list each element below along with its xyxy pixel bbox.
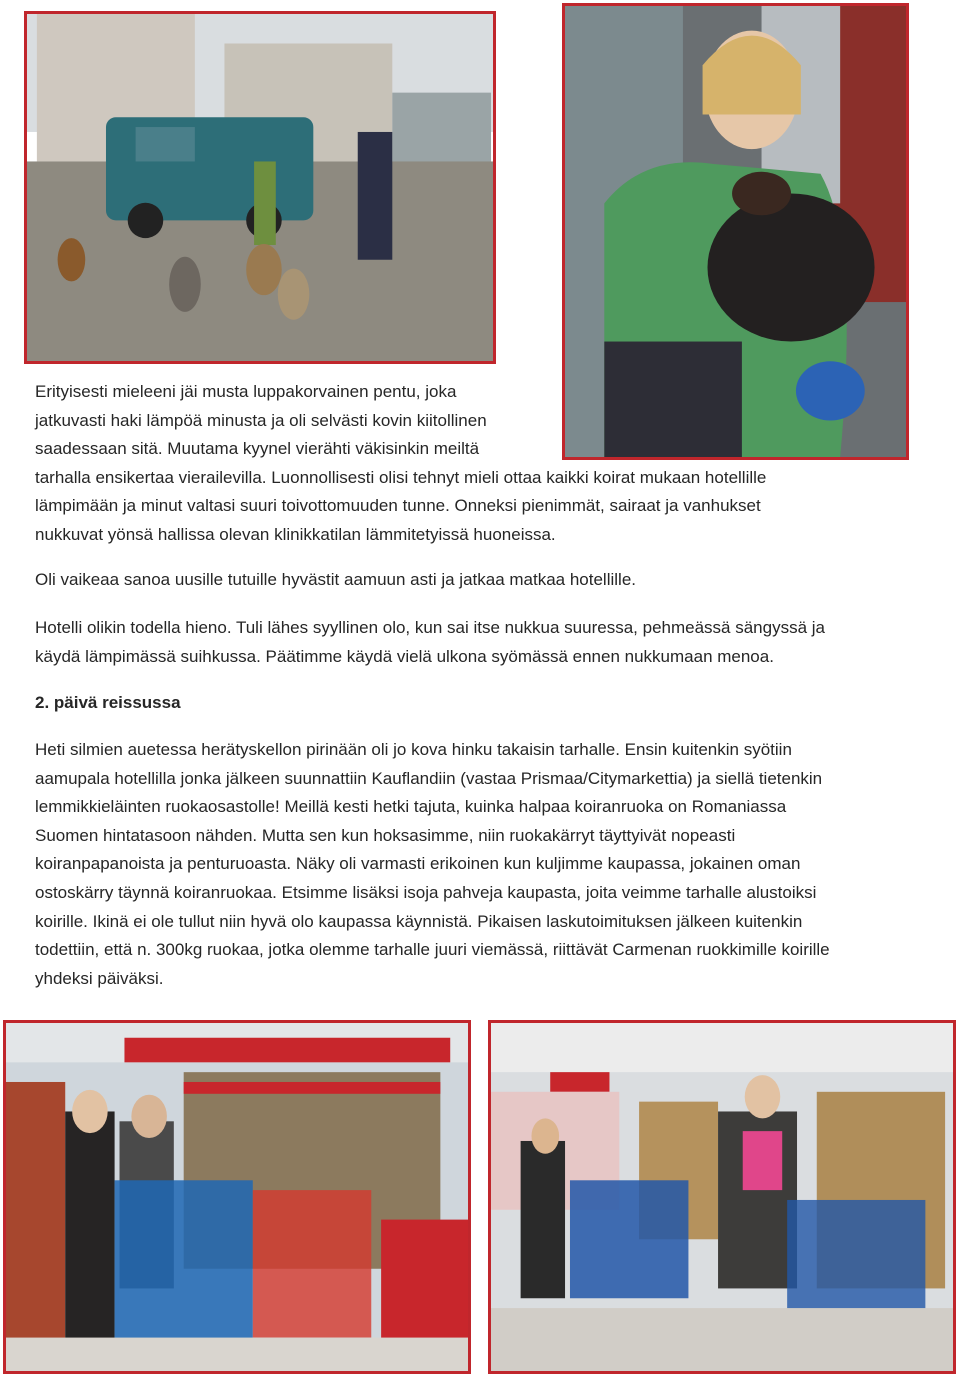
text-line: koiranpapanoista ja penturuoasta. Näky oli varmasti erikoinen kun kuljimme kaupassa, jokainen oman [35,854,801,874]
text-line: Hotelli olikin todella hieno. Tuli lähes syyllinen olo, kun sai itse nukkua suuressa, pehmeässä sängyssä ja [35,618,825,637]
text-line: Suomen hintatasoon nähden. Mutta sen kun hoksasimme, niin ruokakärryt täyttyivät nopeasti [35,825,736,845]
text-line: Heti silmien auetessa herätyskellon pirinään oli jo kova hinku takaisin tarhalle. Ensin kuitenkin syötiin [35,740,792,759]
text-line: Erityisesti mieleeni jäi musta luppakorvainen pentu, joka [35,382,457,401]
photo-store-carts [488,1020,956,1374]
text-line: lämpimään ja minut valtasi suuri toivottomuuden tunne. Onneksi pienimmät, sairaat ja vanhukset [35,496,761,516]
text-line: lemmikkieläinten ruokaosastolle! Meillä kesti hetki tajuta, kuinka halpaa koiranruoka on Romaniassa [35,797,787,817]
text-line: todettiin, että n. 300kg ruokaa, jotka olemme tarhalle juuri viemässä, riittävät Carmenan ruokkimille koirille [35,940,830,960]
section-heading-day2: 2. päivä reissussa [35,693,181,712]
text-line: tarhalla ensikertaa vierailevilla. Luonnollisesti olisi tehnyt mieli ottaa kaikki koirat mukaan hotellille [35,467,767,487]
photo-store-aisle [3,1020,471,1374]
text-line: nukkuvat yönsä hallissa olevan klinikkatilan lämmitetyissä huoneissa. [35,524,556,544]
text-line: käydä lämpimässä suihkussa. Päätimme käydä vielä ulkona syömässä ennen nukkumaan menoa. [35,646,774,666]
text-line: yhdeksi päiväksi. [35,968,164,988]
paragraph-intro [35,378,766,550]
paragraph-goodbye: Oli vaikeaa sanoa uusille tutuille hyvästit aamuun asti ja jatkaa matkaa hotellille. [35,570,636,589]
text-line: ostoskärry täynnä koiranruokaa. Etsimme lisäksi isoja pahveja kaupasta, joita veimme tarhalle alustoiksi [35,882,817,902]
photo-shelter-yard [24,11,496,364]
paragraph-day2 [35,736,830,993]
paragraph-hotel [35,614,825,671]
text-line: jatkuvasti haki lämpöä minusta ja oli selvästi kovin kiitollinen [35,410,487,430]
text-line: aamupala hotellilla jonka jälkeen suunnattiin Kauflandiin (vastaa Prismaa/Citymarkettia) ja siellä tietenkin [35,768,823,788]
text-line: koirille. Ikinä ei ole tullut niin hyvä olo kaupassa käynnistä. Pikaisen laskutoimituksen jälkeen kuitenkin [35,911,803,931]
text-line: saadessaan sitä. Muutama kyynel vierähti väkisinkin meiltä [35,439,480,459]
